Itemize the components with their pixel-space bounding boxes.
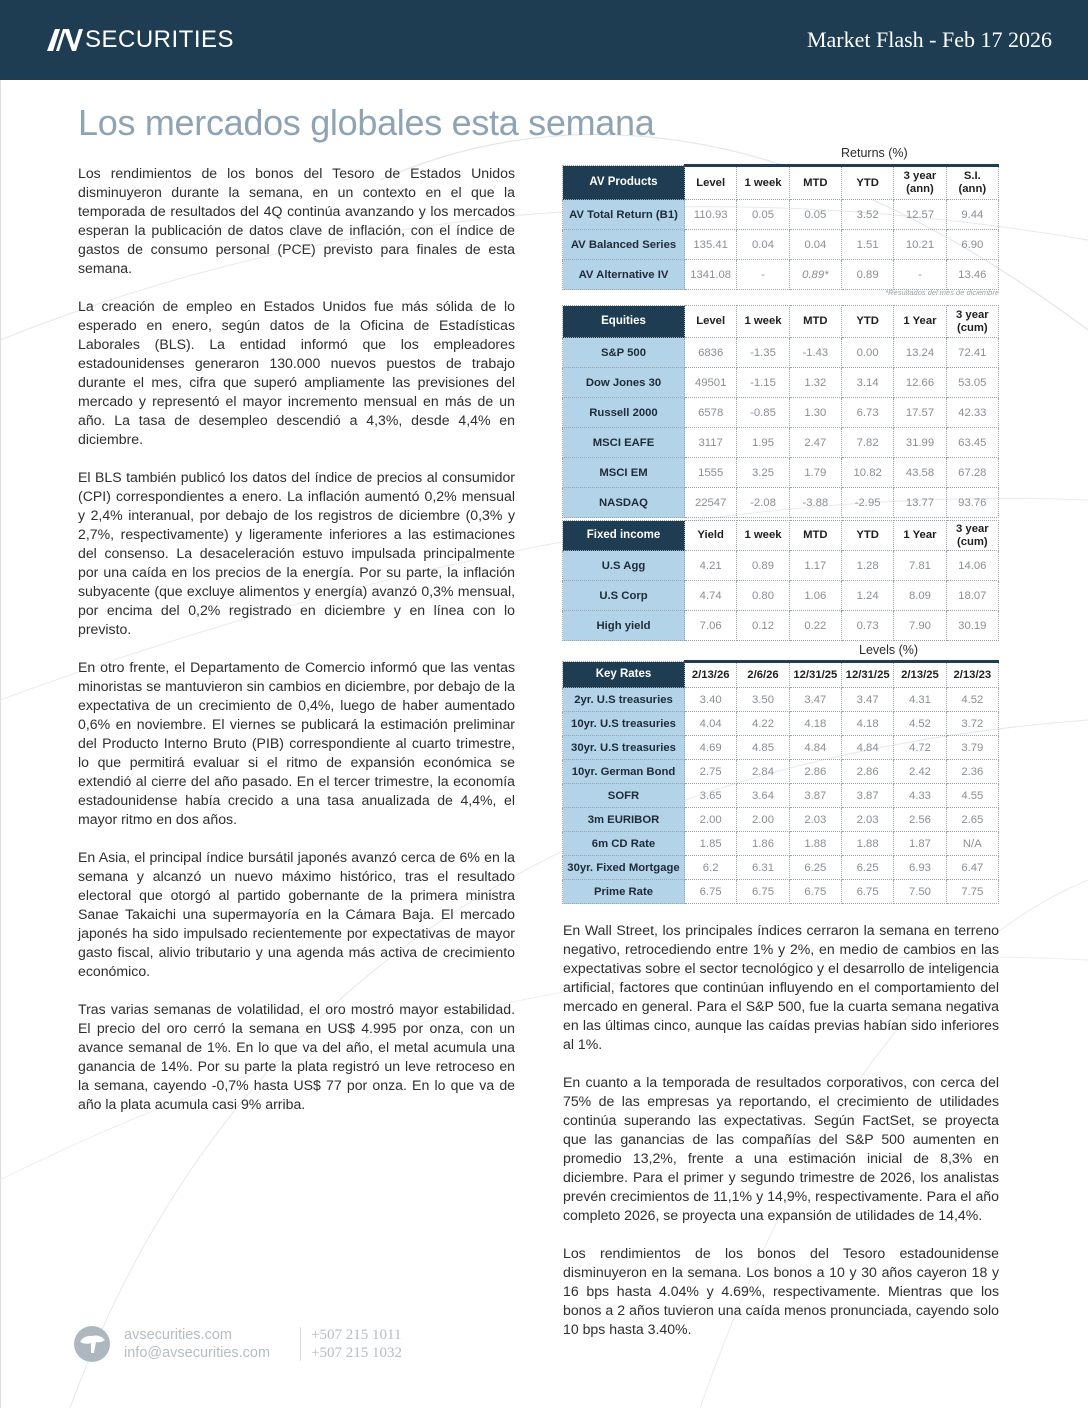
data-cell: 0.04: [737, 230, 789, 260]
data-cell: 13.46: [946, 260, 998, 290]
data-cell: 4.74: [685, 581, 737, 611]
table-header-row: [563, 662, 999, 688]
levels-caption: Levels (%): [859, 643, 919, 657]
brand-text: SECURITIES: [85, 26, 235, 53]
data-cell: 6.73: [841, 398, 893, 428]
data-cell: 3.79: [946, 736, 998, 760]
data-cell: 1.51: [841, 230, 893, 260]
column-header: Level: [685, 166, 737, 200]
data-cell: 4.85: [737, 736, 789, 760]
data-cell: 31.99: [894, 428, 946, 458]
column-header: 3 year (cum): [946, 306, 998, 338]
paragraph-treasuries: Los rendimientos de los bonos del Tesoro estadounidense disminuyeron en la semana. Los bonos a 10 y 30 años cayeron 18 y 16 bps hasta 4.04% y 4.69%, respectivamente. Mientras que los bonos a 2 años tuvieron una caída menos pronunciada, cayendo solo 10 bps hasta 3.40%.: [563, 1245, 999, 1337]
data-cell: 0.05: [789, 200, 841, 230]
data-cell: 30.19: [946, 611, 998, 641]
data-cell: 2.56: [894, 808, 946, 832]
data-cell: 4.31: [894, 688, 946, 712]
row-label: Prime Rate: [563, 880, 685, 904]
products-footnote: *Resultados del mes de diciembre: [885, 288, 999, 297]
table-title-cell: Key Rates: [563, 662, 685, 688]
data-cell: -: [737, 260, 789, 290]
data-cell: -1.35: [737, 338, 789, 368]
table-row: [563, 458, 999, 488]
data-cell: 0.73: [841, 611, 893, 641]
data-cell: 4.22: [737, 712, 789, 736]
data-cell: 13.24: [894, 338, 946, 368]
data-cell: -1.43: [789, 338, 841, 368]
paragraph-cpi: El BLS también publicó los datos del índice de precios al consumidor (CPI) correspondientes a enero. La inflación aumentó 0,2% mensual y 2,4% interanual, por debajo de los registros de diciembre (0,3% y 2,7%, respectivamente) y ligeramente inferiores a las estimaciones del consenso. La desaceleración estuvo impulsada principalmente por una caída en los precios de la energía. Por su parte, la inflación subyacente (que excluye alimentos y energía) avanzó 0,3% mensual, por encima del 0,2% registrado en diciembre y en línea con lo previsto.: [78, 469, 515, 637]
data-cell: 6.25: [789, 856, 841, 880]
data-cell: 3.87: [789, 784, 841, 808]
data-cell: 4.69: [685, 736, 737, 760]
data-cell: 12.57: [894, 200, 946, 230]
table-row: [563, 688, 999, 712]
column-header: 3 year (cum): [946, 521, 998, 551]
data-cell: 1.17: [789, 551, 841, 581]
table-row: [563, 832, 999, 856]
data-cell: 2.75: [685, 760, 737, 784]
data-cell: -2.08: [737, 488, 789, 518]
row-label: NASDAQ: [563, 488, 685, 518]
row-label: 30yr. Fixed Mortgage: [563, 856, 685, 880]
data-cell: 49501: [685, 368, 737, 398]
paragraph-wall-street: En Wall Street, los principales índices cerraron la semana en terreno negativo, retrocediendo entre 1% y 2%, en medio de cambios en las expectativas sobre el sector tecnológico y el desarrollo de inteligencia artificial, factores que continúan influyendo en el comportamiento del mercado en general. Para el S&P 500, fue la cuarta semana negativa en las últimas cinco, aunque las caídas previas habían sido inferiores al 1%.: [563, 922, 999, 1052]
phone-2[interactable]: +507 215 1032: [311, 1345, 403, 1361]
column-header: 12/31/25: [841, 662, 893, 688]
data-cell: 2.03: [789, 808, 841, 832]
row-label: 2yr. U.S treasuries: [563, 688, 685, 712]
data-cell: 6.31: [737, 856, 789, 880]
key-rates-table: [562, 660, 999, 904]
data-cell: 2.03: [841, 808, 893, 832]
data-cell: 2.84: [737, 760, 789, 784]
website-link[interactable]: avsecurities.com: [124, 1327, 232, 1343]
data-cell: 4.52: [946, 688, 998, 712]
data-cell: 4.55: [946, 784, 998, 808]
table-row: [563, 428, 999, 458]
row-label: Dow Jones 30: [563, 368, 685, 398]
data-cell: 17.57: [894, 398, 946, 428]
row-label: U.S Agg: [563, 551, 685, 581]
data-cell: 4.33: [894, 784, 946, 808]
data-cell: 72.41: [946, 338, 998, 368]
data-cell: 0.04: [789, 230, 841, 260]
column-header: 1 week: [737, 306, 789, 338]
data-cell: 3.65: [685, 784, 737, 808]
data-cell: 3117: [685, 428, 737, 458]
table-row: [563, 260, 999, 290]
footer-divider: [300, 1327, 301, 1361]
data-cell: 7.06: [685, 611, 737, 641]
data-cell: 3.47: [841, 688, 893, 712]
data-cell: 6.93: [894, 856, 946, 880]
column-header: MTD: [789, 306, 841, 338]
data-cell: 10.21: [894, 230, 946, 260]
data-cell: 4.84: [841, 736, 893, 760]
data-cell: 6.47: [946, 856, 998, 880]
table-title-cell: Equities: [563, 306, 685, 338]
data-cell: 4.18: [841, 712, 893, 736]
data-cell: 12.66: [894, 368, 946, 398]
issue-title: Market Flash - Feb 17 2026: [806, 27, 1052, 52]
data-cell: 135.41: [685, 230, 737, 260]
data-cell: 6.25: [841, 856, 893, 880]
data-cell: 1.32: [789, 368, 841, 398]
row-label: AV Balanced Series: [563, 230, 685, 260]
page-header: [0, 0, 1088, 80]
data-cell: 63.45: [946, 428, 998, 458]
data-cell: 2.42: [894, 760, 946, 784]
left-border: [0, 80, 1, 1408]
column-header: 2/13/25: [894, 662, 946, 688]
data-cell: 9.44: [946, 200, 998, 230]
data-cell: 3.72: [946, 712, 998, 736]
table-row: [563, 230, 999, 260]
table-row: [563, 880, 999, 904]
table-row: [563, 398, 999, 428]
returns-caption: Returns (%): [841, 146, 908, 160]
data-cell: 1.06: [789, 581, 841, 611]
equities-table: [562, 305, 999, 518]
av-products-table: [562, 164, 999, 290]
row-label: 10yr. German Bond: [563, 760, 685, 784]
data-cell: 0.22: [789, 611, 841, 641]
data-cell: 6836: [685, 338, 737, 368]
column-header: 1 Year: [894, 521, 946, 551]
data-cell: 2.47: [789, 428, 841, 458]
table-row: [563, 581, 999, 611]
column-header: 1 week: [737, 521, 789, 551]
av-logo-mark-icon: [47, 29, 83, 51]
table-header-row: [563, 521, 999, 551]
data-cell: 3.50: [737, 688, 789, 712]
data-cell: 1.28: [841, 551, 893, 581]
column-header: YTD: [841, 306, 893, 338]
paragraph-gold: Tras varias semanas de volatilidad, el oro mostró mayor estabilidad. El precio del oro cerró la semana en US$ 4.995 por onza, con un avance semanal de 1%. En lo que va del año, el metal acumula una ganancia de 14%. Por su parte la plata registró un leve retroceso en la semana, cayendo -0,7% hasta US$ 77 por onza. En lo que va de año la plata acumula casi 9% arriba.: [78, 1001, 515, 1112]
data-cell: 1.85: [685, 832, 737, 856]
column-header: 2/13/23: [946, 662, 998, 688]
paragraph-asia: En Asia, el principal índice bursátil japonés avanzó cerca de 6% en la semana y alcanzó un nuevo máximo histórico, tras el resultado electoral que otorgó al partido gobernante de la primera ministra Sanae Takaichi una supermayoría en la Cámara Baja. El mercado japonés ha sido impulsado recientemente por expectativas de mayor gasto fiscal, alivio tributario y una agenda más activa de crecimiento económico.: [78, 849, 515, 979]
data-cell: 1.30: [789, 398, 841, 428]
data-cell: 7.50: [894, 880, 946, 904]
column-header: S.I. (ann): [946, 166, 998, 200]
table-row: [563, 712, 999, 736]
row-label: MSCI EM: [563, 458, 685, 488]
row-label: AV Alternative IV: [563, 260, 685, 290]
data-cell: 14.06: [946, 551, 998, 581]
data-cell: -1.15: [737, 368, 789, 398]
data-cell: 6.75: [737, 880, 789, 904]
fixed-income-table: [562, 520, 999, 641]
row-label: Russell 2000: [563, 398, 685, 428]
data-cell: 3.14: [841, 368, 893, 398]
data-cell: 22547: [685, 488, 737, 518]
row-label: U.S Corp: [563, 581, 685, 611]
table-title-cell: Fixed income: [563, 521, 685, 551]
data-cell: 4.04: [685, 712, 737, 736]
data-cell: 3.64: [737, 784, 789, 808]
data-cell: 6.90: [946, 230, 998, 260]
table-row: [563, 760, 999, 784]
column-header: 12/31/25: [789, 662, 841, 688]
table-row: [563, 338, 999, 368]
data-cell: 6.75: [685, 880, 737, 904]
data-cell: 3.47: [789, 688, 841, 712]
data-cell: 43.58: [894, 458, 946, 488]
data-cell: 7.90: [894, 611, 946, 641]
data-cell: 6578: [685, 398, 737, 428]
data-cell: 6.75: [789, 880, 841, 904]
column-header: Yield: [685, 521, 737, 551]
data-cell: 1.87: [894, 832, 946, 856]
data-cell: 0.80: [737, 581, 789, 611]
data-cell: 4.52: [894, 712, 946, 736]
table-row: [563, 808, 999, 832]
data-cell: -2.95: [841, 488, 893, 518]
data-cell: 0.12: [737, 611, 789, 641]
data-cell: 4.72: [894, 736, 946, 760]
row-label: 10yr. U.S treasuries: [563, 712, 685, 736]
right-column: [563, 921, 999, 1358]
data-cell: 53.05: [946, 368, 998, 398]
data-cell: 1.79: [789, 458, 841, 488]
data-cell: 2.86: [789, 760, 841, 784]
data-cell: 1.88: [789, 832, 841, 856]
data-cell: 1555: [685, 458, 737, 488]
row-label: 3m EURIBOR: [563, 808, 685, 832]
paragraph-retail-sales: En otro frente, el Departamento de Comercio informó que las ventas minoristas se mantuvieron sin cambios en diciembre, por debajo de la expectativa de un crecimiento de 0,4%, luego de haber aumentado 0,6% en noviembre. El viernes se publicará la estimación preliminar del Producto Interno Bruto (PIB) correspondiente al cuarto trimestre, lo que permitirá evaluar si el ritmo de expansión económica se extendió al cierre del año pasado. En el tercer trimestre, la economía estadounidense había crecido a una tasa anualizada de 4,4%, el mayor ritmo en dos años.: [78, 659, 515, 827]
row-label: 6m CD Rate: [563, 832, 685, 856]
left-column: [78, 164, 515, 1133]
table-header-row: [563, 306, 999, 338]
data-cell: 18.07: [946, 581, 998, 611]
data-cell: 1.24: [841, 581, 893, 611]
paragraph-bond-yields: Los rendimientos de los bonos del Tesoro de Estados Unidos disminuyeron durante la semana, en un contexto en el que la temporada de resultados del 4Q continúa avanzando y los mercados esperan la publicación de datos clave de inflación, con el índice de gastos de consumo personal (PCE) previsto para finales de esta semana.: [78, 165, 515, 276]
data-cell: 3.52: [841, 200, 893, 230]
column-header: MTD: [789, 166, 841, 200]
data-cell: 1341.08: [685, 260, 737, 290]
data-cell: 93.76: [946, 488, 998, 518]
data-cell: N/A: [946, 832, 998, 856]
brand-logo: [47, 27, 234, 53]
column-header: Level: [685, 306, 737, 338]
column-header: YTD: [841, 521, 893, 551]
data-cell: 3.40: [685, 688, 737, 712]
table-title-cell: AV Products: [563, 166, 685, 200]
table-row: [563, 200, 999, 230]
row-label: MSCI EAFE: [563, 428, 685, 458]
data-cell: 2.36: [946, 760, 998, 784]
data-cell: 3.25: [737, 458, 789, 488]
data-cell: 8.09: [894, 581, 946, 611]
data-cell: 1.86: [737, 832, 789, 856]
data-cell: 0.05: [737, 200, 789, 230]
data-cell: 2.86: [841, 760, 893, 784]
column-header: 2/6/26: [737, 662, 789, 688]
data-cell: 0.00: [841, 338, 893, 368]
table-row: [563, 736, 999, 760]
paragraph-earnings: En cuanto a la temporada de resultados corporativos, con cerca del 75% de las empresas ya reportando, el crecimiento de utilidades continúa superando las expectativas. Según FactSet, se proyecta que las ganancias de las compañías del S&P 500 aumenten en promedio 13,2%, frente a una estimación inicial de 8,3% en diciembre. Para el primer y segundo trimestre de 2026, los analistas prevén crecimientos de 11,1% y 14,9%, respectivamente. Para el año completo 2026, se proyecta una expansión de utilidades de 14,4%.: [563, 1074, 999, 1223]
data-cell: 1.95: [737, 428, 789, 458]
data-cell: 6.2: [685, 856, 737, 880]
data-cell: 0.89: [737, 551, 789, 581]
column-header: 1 week: [737, 166, 789, 200]
paragraph-employment: La creación de empleo en Estados Unidos fue más sólida de lo esperado en enero, según datos de la Oficina de Estadísticas Laborales (BLS). La entidad informó que los empleadores estadounidenses generaron 130.000 nuevos puestos de trabajo durante el mes, cifra que superó ampliamente las previsiones del mercado y representó el mayor incremento mensual en más de un año. La tasa de desempleo descendió a 4,3%, desde 4,4% en diciembre.: [78, 298, 515, 447]
table-row: [563, 488, 999, 518]
data-cell: 110.93: [685, 200, 737, 230]
table-row: [563, 368, 999, 398]
data-cell: 7.81: [894, 551, 946, 581]
data-cell: 2.65: [946, 808, 998, 832]
data-cell: 1.88: [841, 832, 893, 856]
data-cell: 3.87: [841, 784, 893, 808]
row-label: SOFR: [563, 784, 685, 808]
column-header: 1 Year: [894, 306, 946, 338]
table-header-row: [563, 166, 999, 200]
table-row: [563, 611, 999, 641]
row-label: 30yr. U.S treasuries: [563, 736, 685, 760]
row-label: AV Total Return (B1): [563, 200, 685, 230]
email-link[interactable]: info@avsecurities.com: [124, 1345, 271, 1361]
data-cell: 10.82: [841, 458, 893, 488]
data-cell: 67.28: [946, 458, 998, 488]
data-cell: 4.84: [789, 736, 841, 760]
data-cell: -3.88: [789, 488, 841, 518]
row-label: High yield: [563, 611, 685, 641]
data-cell: 0.89*: [789, 260, 841, 290]
column-header: MTD: [789, 521, 841, 551]
data-cell: 7.75: [946, 880, 998, 904]
table-row: [563, 856, 999, 880]
data-cell: 2.00: [737, 808, 789, 832]
data-cell: 0.89: [841, 260, 893, 290]
page-title: Los mercados globales esta semana: [78, 102, 655, 143]
table-row: [563, 551, 999, 581]
column-header: 2/13/26: [685, 662, 737, 688]
column-header: YTD: [841, 166, 893, 200]
data-cell: 4.18: [789, 712, 841, 736]
data-cell: 4.21: [685, 551, 737, 581]
column-header: 3 year (ann): [894, 166, 946, 200]
data-cell: 2.00: [685, 808, 737, 832]
data-cell: -0.85: [737, 398, 789, 428]
tree-logo-icon: [74, 1326, 110, 1362]
data-cell: 42.33: [946, 398, 998, 428]
footer-contact: [74, 1325, 402, 1363]
data-cell: -: [894, 260, 946, 290]
data-cell: 13.77: [894, 488, 946, 518]
data-cell: 6.75: [841, 880, 893, 904]
data-cell: 7.82: [841, 428, 893, 458]
phone-1[interactable]: +507 215 1011: [311, 1327, 402, 1343]
row-label: S&P 500: [563, 338, 685, 368]
table-row: [563, 784, 999, 808]
